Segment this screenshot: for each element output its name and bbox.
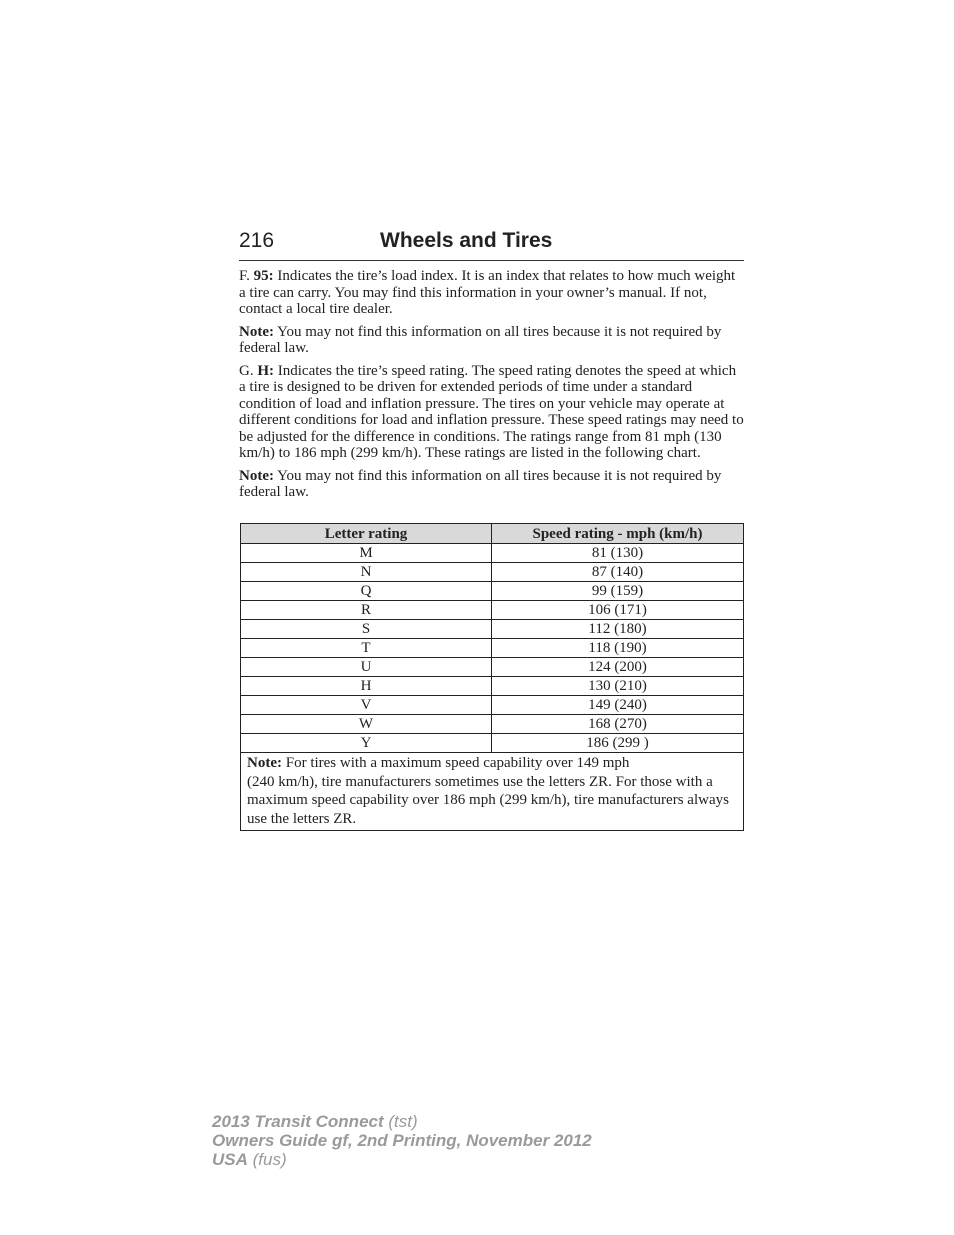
table-note: Note: For tires with a maximum speed capability over 149 mph (240 km/h), tire manufacturers sometimes use the letters ZR. For those with a maximum speed capability over 186 mph (299 km/h), tire manufacturers always use the letters ZR. — [241, 753, 744, 831]
note-paragraph-1: Note: You may not find this information on all tires because it is not required by federal law. — [239, 323, 722, 356]
letter-cell: U — [241, 658, 492, 677]
letter-cell: M — [241, 544, 492, 563]
letter-cell: S — [241, 620, 492, 639]
table-row — [241, 715, 744, 734]
letter-cell: T — [241, 639, 492, 658]
page-number: 216 — [239, 229, 275, 252]
letter-cell: V — [241, 696, 492, 715]
page-header — [239, 228, 744, 261]
table-note-label: Note: — [247, 755, 282, 771]
table-row — [241, 677, 744, 696]
speed-cell: 186 (299 ) — [492, 734, 744, 753]
speed-rating-term: H: — [257, 362, 275, 379]
letter-cell: R — [241, 601, 492, 620]
letter-cell: W — [241, 715, 492, 734]
table-note-row — [241, 753, 744, 831]
load-index-paragraph: F. 95: Indicates the tire’s load index. It is an index that relates to how much weight a tire can carry. You may find this information in your owner’s manual. If not, contact a local tire dealer. — [239, 268, 736, 317]
table-row — [241, 544, 744, 563]
speed-cell: 106 (171) — [492, 601, 744, 620]
table-row — [241, 696, 744, 715]
note-paragraph-2: Note: You may not find this information on all tires because it is not required by federal law. — [239, 467, 722, 500]
speed-cell: 149 (240) — [492, 696, 744, 715]
speed-cell: 81 (130) — [492, 544, 744, 563]
letter-cell: N — [241, 563, 492, 582]
body-text — [239, 268, 744, 507]
page-title: Wheels and Tires — [380, 229, 553, 252]
table-row — [241, 601, 744, 620]
letter-cell: Y — [241, 734, 492, 753]
table-row — [241, 620, 744, 639]
footer-line-1: 2013 Transit Connect (tst) — [212, 1112, 418, 1131]
load-index-term: 95: — [253, 268, 274, 284]
note-label: Note: — [239, 467, 274, 484]
footer-line-2: Owners Guide gf, 2nd Printing, November 2012 — [212, 1131, 592, 1150]
footer — [212, 1112, 592, 1169]
speed-cell: 112 (180) — [492, 620, 744, 639]
column-header-speed-rating: Speed rating - mph (km/h) — [492, 524, 744, 544]
table-row — [241, 734, 744, 753]
table-row — [241, 563, 744, 582]
speed-cell: 118 (190) — [492, 639, 744, 658]
letter-cell: H — [241, 677, 492, 696]
footer-line-3: USA (fus) — [212, 1150, 287, 1169]
speed-cell: 87 (140) — [492, 563, 744, 582]
speed-cell: 124 (200) — [492, 658, 744, 677]
table-row — [241, 639, 744, 658]
table-row — [241, 658, 744, 677]
letter-cell: Q — [241, 582, 492, 601]
speed-cell: 99 (159) — [492, 582, 744, 601]
table-row — [241, 582, 744, 601]
speed-rating-paragraph: G. H: Indicates the tire’s speed rating. The speed rating denotes the speed at which a tire is designed to be driven for extended periods of time under a standard condition of load and inflation pressure. The tires on your vehicle may operate at different conditions for load and inflation pressure. These speed ratings may need to be adjusted for the difference in conditions. The ratings range from 81 mph (130 km/h) to 186 mph (299 km/h). These ratings are listed in the following chart. — [239, 362, 744, 461]
column-header-letter-rating: Letter rating — [241, 524, 492, 544]
speed-cell: 130 (210) — [492, 677, 744, 696]
speed-cell: 168 (270) — [492, 715, 744, 734]
note-label: Note: — [239, 323, 274, 340]
table-header-row — [241, 524, 744, 544]
speed-rating-table — [240, 523, 744, 831]
